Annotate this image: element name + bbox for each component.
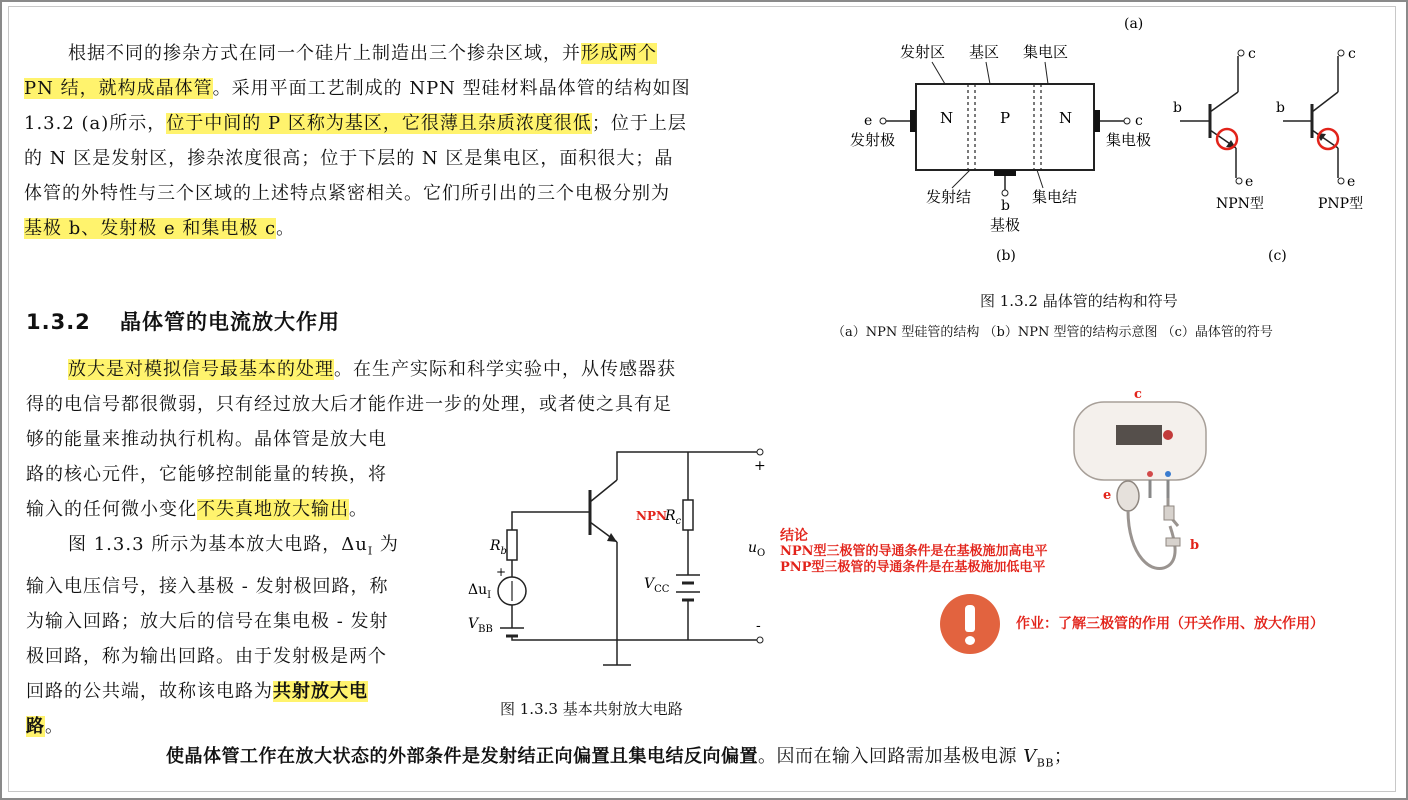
svg-text:ΔuI bbox=[468, 582, 491, 601]
section-title: 晶体管的电流放大作用 bbox=[120, 310, 340, 334]
intro-highlight-1: 形成两个 bbox=[581, 43, 657, 64]
pnp-symbol bbox=[1276, 46, 1363, 212]
figure-132-caption: 图 1.3.2 晶体管的结构和符号 bbox=[980, 292, 1178, 310]
label-emitter-region: 发射区 bbox=[900, 43, 946, 61]
pnp-type-label: PNP型 bbox=[1318, 196, 1364, 212]
leader-collector-region bbox=[1045, 62, 1048, 84]
collector-c-label: c bbox=[1135, 113, 1143, 129]
vcc-sub: CC bbox=[654, 584, 670, 595]
base-terminal bbox=[1002, 190, 1008, 196]
vbb-sub: BB bbox=[478, 624, 493, 635]
amp-line-3: 够的能量来推动执行机构。晶体管是放大电 bbox=[26, 429, 387, 450]
svg-text:VBB bbox=[468, 616, 493, 635]
npn-b-label: b bbox=[1173, 100, 1182, 116]
leader-emitter-region bbox=[932, 62, 945, 84]
output-terminal-bottom bbox=[757, 637, 763, 643]
common-emitter-circuit bbox=[460, 440, 780, 680]
amp-line-5b: 。 bbox=[349, 499, 368, 520]
pnp-c-label: c bbox=[1348, 46, 1356, 62]
bottom-v-sub: BB bbox=[1036, 756, 1054, 770]
collector-junction-label: 集电结 bbox=[1032, 188, 1078, 206]
heater-display bbox=[1116, 425, 1162, 445]
intro-line-1: 根据不同的掺杂方式在同一个硅片上制造出三个掺杂区域，并 bbox=[68, 43, 581, 64]
npn-c-label: c bbox=[1248, 46, 1256, 62]
base-contact bbox=[994, 170, 1016, 176]
leader-collector-junction bbox=[1037, 170, 1043, 188]
rb-sub: b bbox=[500, 546, 507, 557]
vcc-label: V bbox=[644, 576, 655, 592]
emitter-pole-label: 发射极 bbox=[850, 131, 896, 149]
leader-emitter-junction bbox=[952, 170, 970, 188]
amp-line-2: 得的电信号都很微弱，只有经过放大后才能作进一步的处理，或者使之具有足 bbox=[26, 394, 672, 415]
output-minus: - bbox=[756, 618, 761, 634]
uo-sub: O bbox=[757, 548, 766, 559]
amp-line-6-sub: I bbox=[367, 544, 374, 558]
region-p-base: P bbox=[1000, 109, 1011, 127]
water-heater-illustration bbox=[1070, 386, 1210, 586]
svg-text:Rb bbox=[489, 538, 507, 557]
intro-highlight-2: PN 结，就构成晶体管 bbox=[24, 78, 213, 99]
delta-u-sub: I bbox=[487, 590, 492, 601]
shower-head bbox=[1117, 481, 1139, 511]
collector-terminal bbox=[1124, 118, 1130, 124]
bottom-end: ； bbox=[1053, 746, 1073, 767]
output-plus: + bbox=[754, 458, 766, 474]
amp-line-4: 路的核心元件，它能够控制能量的转换，将 bbox=[26, 464, 387, 485]
intro-line-3a: 1.3.2 (a)所示， bbox=[24, 113, 167, 134]
label-collector-region: 集电区 bbox=[1023, 43, 1069, 61]
amp-line-6c: 为 bbox=[373, 534, 399, 555]
leader-base-region bbox=[986, 62, 990, 84]
amp-line-10: 回路的公共端，故称该电路为 bbox=[26, 680, 273, 702]
homework-note: 作业：了解三极管的作用（开关作用、放大作用） bbox=[1016, 616, 1324, 632]
exclamation-icon bbox=[940, 594, 1000, 654]
uo-label: u bbox=[748, 540, 758, 556]
npn-type-label: NPN型 bbox=[1216, 196, 1264, 212]
pnp-b-label: b bbox=[1276, 100, 1285, 116]
bottom-statement bbox=[166, 742, 1072, 770]
heater-c-label: c bbox=[1134, 387, 1142, 402]
figure-label-c: (c) bbox=[1268, 248, 1287, 264]
svg-text:VCC bbox=[644, 576, 670, 595]
conclusion-npn: NPN型三极管的导通条件是在基极施加高电平 bbox=[780, 544, 1048, 559]
semiconductor-block bbox=[916, 84, 1094, 170]
base-pole-label: 基极 bbox=[990, 216, 1021, 234]
heater-b-label: b bbox=[1190, 538, 1200, 553]
intro-highlight-3: 位于中间的 P 区称为基区，它很薄且杂质浓度很低 bbox=[166, 113, 592, 134]
emitter-terminal bbox=[880, 118, 886, 124]
svg-text:Rc bbox=[664, 508, 682, 527]
bottom-bold-text: 使晶体管工作在放大状态的外部条件是发射结正向偏置且集电结反向偏置 bbox=[166, 746, 758, 767]
rc-sub: c bbox=[675, 516, 682, 527]
region-n-collector: N bbox=[1059, 109, 1073, 127]
intro-line-3b: ；位于上层 bbox=[591, 113, 687, 134]
transistor-structure-figure bbox=[840, 10, 1400, 280]
collector-pole-label: 集电极 bbox=[1106, 131, 1152, 149]
pnp-e-label: e bbox=[1347, 174, 1356, 190]
emitter-contact bbox=[910, 110, 916, 132]
rc-label: R bbox=[665, 508, 676, 524]
amp-line-8: 为输入回路；放大后的信号在集电极 - 发射 bbox=[26, 610, 389, 632]
intro-line-4: 的 N 区是发射区，掺杂浓度很高；位于下层的 N 区是集电区，面积很大；晶 bbox=[24, 148, 674, 169]
amp-highlight-10: 共射放大电 bbox=[273, 680, 368, 702]
circuit-npn-tag: NPN bbox=[636, 509, 667, 523]
conclusion-pnp: PNP型三极管的导通条件是在基极施加低电平 bbox=[780, 560, 1046, 575]
label-base-region: 基区 bbox=[969, 43, 1000, 61]
amp-highlight-5: 不失真地放大输出 bbox=[197, 499, 349, 520]
intro-paragraph bbox=[24, 36, 691, 246]
bottom-v-symbol: V bbox=[1023, 746, 1037, 767]
intro-line-6: 。 bbox=[276, 218, 296, 239]
conclusion-block bbox=[780, 528, 1048, 576]
mixing-valve bbox=[1166, 538, 1180, 546]
section-number: 1.3.2 bbox=[26, 310, 91, 334]
emitter-e-label: e bbox=[864, 113, 873, 129]
resistor-rc bbox=[683, 500, 693, 530]
rb-label: R bbox=[490, 538, 501, 554]
amp-highlight-11: 路 bbox=[26, 715, 45, 737]
vbb-label: V bbox=[468, 616, 479, 632]
amp-highlight-1: 放大是对模拟信号最基本的处理 bbox=[68, 359, 334, 380]
figure-label-b: (b) bbox=[996, 248, 1016, 264]
input-plus: + bbox=[496, 565, 507, 579]
resistor-rb bbox=[507, 530, 517, 560]
intro-highlight-6: 基极 b、发射极 e 和集电极 c bbox=[24, 218, 277, 239]
heater-knob bbox=[1163, 430, 1173, 440]
bottom-rest-text: 。因而在输入回路需加基极电源 bbox=[758, 746, 1024, 767]
delta-u-label: Δu bbox=[468, 582, 488, 598]
svg-text:uO bbox=[748, 540, 765, 559]
figure-133-caption: 图 1.3.3 基本共射放大电路 bbox=[500, 700, 683, 718]
amp-line-6: 图 1.3.3 所示为基本放大电路，Δu bbox=[68, 534, 368, 555]
heater-e-label: e bbox=[1103, 488, 1112, 503]
intro-line-2: 。采用平面工艺制成的 NPN 型硅材料晶体管的结构如图 bbox=[212, 78, 691, 99]
npn-e-label: e bbox=[1245, 174, 1254, 190]
circuit-emitter-arrow bbox=[607, 533, 617, 542]
amp-line-7: 输入电压信号，接入基极 - 发射极回路，称 bbox=[26, 575, 389, 597]
amp-line-1: 。在生产实际和科学实验中，从传感器获 bbox=[334, 359, 676, 380]
amp-line-9: 极回路，称为输出回路。由于发射极是两个 bbox=[26, 645, 387, 667]
amp-line-5a: 输入的任何微小变化 bbox=[26, 499, 197, 520]
intro-line-5: 体管的外特性与三个区域的上述特点紧密相关。它们所引出的三个电极分别为 bbox=[24, 183, 670, 204]
amp-line-11: 。 bbox=[45, 715, 64, 737]
figure-label-a: (a) bbox=[1124, 16, 1144, 32]
output-terminal-top bbox=[757, 449, 763, 455]
section-heading bbox=[26, 306, 340, 336]
collector-contact bbox=[1094, 110, 1100, 132]
emitter-junction-label: 发射结 bbox=[926, 188, 972, 206]
region-n-emitter: N bbox=[940, 109, 954, 127]
npn-symbol bbox=[1173, 46, 1264, 212]
conclusion-title: 结论 bbox=[780, 528, 808, 544]
base-b-label: b bbox=[1001, 198, 1010, 214]
figure-132-subcaption: （a）NPN 型硅管的结构 （b）NPN 型管的结构示意图 （c）晶体管的符号 bbox=[832, 325, 1273, 340]
